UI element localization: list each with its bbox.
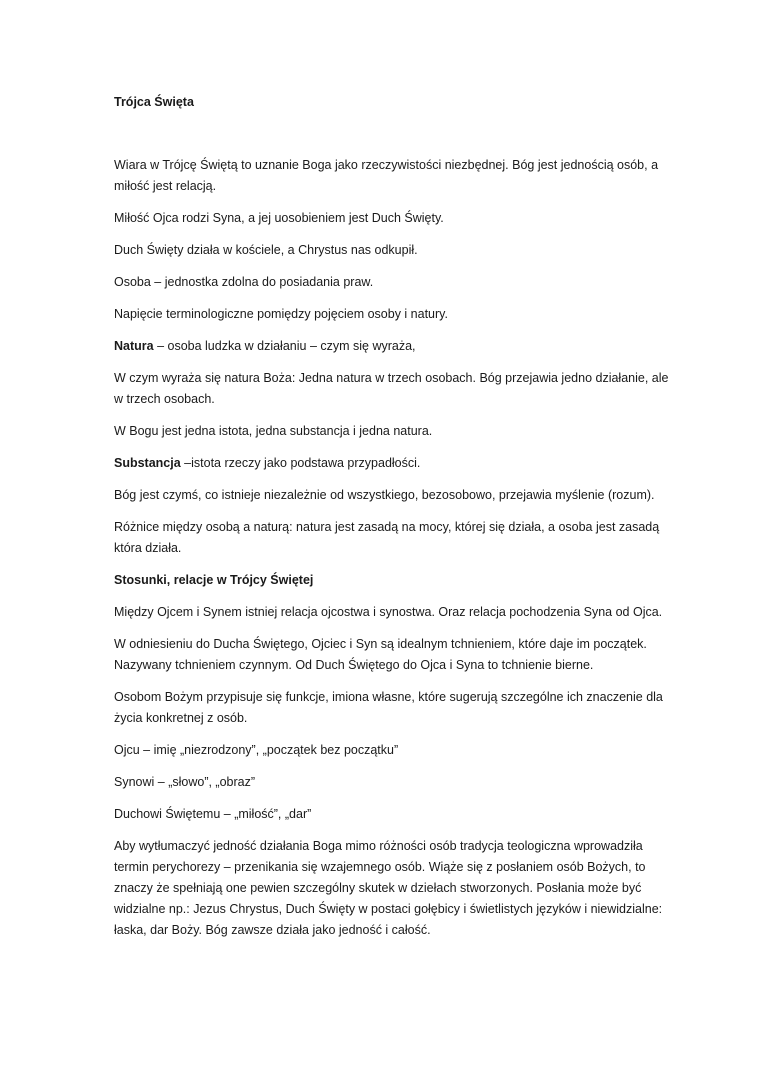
paragraph: Między Ojcem i Synem istniej relacja ojcostwa i synostwa. Oraz relacja pochodzenia Syna od Ojca. (114, 605, 663, 619)
section-heading: Stosunki, relacje w Trójcy Świętej (114, 573, 314, 587)
paragraph: Duchowi Świętemu – „miłość”, „dar” (114, 807, 312, 821)
paragraph: Ojcu – imię „niezrodzony”, „początek bez początku” (114, 743, 399, 757)
paragraph: Miłość Ojca rodzi Syna, a jej uosobieniem jest Duch Święty. (114, 211, 444, 225)
paragraph: Duch Święty działa w kościele, a Chrystus nas odkupił. (114, 243, 418, 257)
paragraph: Osobom Bożym przypisuje się funkcje, imiona własne, które sugerują szczególne ich znaczenie dla życia konkretnej z osób. (114, 690, 663, 725)
paragraph: Wiara w Trójcę Świętą to uznanie Boga jako rzeczywistości niezbędnej. Bóg jest jednością osób, a miłość jest relacją. (114, 158, 659, 193)
paragraph: W odniesieniu do Ducha Świętego, Ojciec i Syn są idealnym tchnieniem, które daje im początek. Nazywany tchnieniem czynnym. Od Duch Świętego do Ojca i Syna to tchnienie bierne. (114, 637, 647, 672)
paragraph: Bóg jest czymś, co istnieje niezależnie od wszystkiego, bezosobowo, przejawia myślenie (rozum). (114, 488, 655, 502)
paragraph: W Bogu jest jedna istota, jedna substancja i jedna natura. (114, 424, 433, 438)
paragraph: Osoba – jednostka zdolna do posiadania praw. (114, 275, 374, 289)
paragraph-definition (114, 453, 674, 474)
defined-term: Natura (114, 339, 154, 353)
definition-text: – osoba ludzka w działaniu – czym się wyraża, (153, 339, 416, 353)
paragraph: Aby wytłumaczyć jedność działania Boga mimo różności osób tradycja teologiczna wprowadziła termin perychorezy – przenikania się wzajemnego osób. Wiąże się z posłaniem osób Bożych, to znaczy że spełniają one pewien szczególny skutek w dziełach stworzonych. Posłania może być widzialne np.: Jezus Chrystus, Duch Święty w postaci gołębicy i świetlistych języków i niewidzialne: łaska, dar Boży. Bóg zawsze działa jako jedność i całość. (114, 839, 663, 937)
paragraph: Synowi – „słowo”, „obraz” (114, 775, 256, 789)
document-body (114, 92, 674, 952)
paragraph-definition (114, 336, 674, 357)
paragraph: W czym wyraża się natura Boża: Jedna natura w trzech osobach. Bóg przejawia jedno działanie, ale w trzech osobach. (114, 371, 669, 406)
document-title: Trójca Święta (114, 95, 194, 109)
defined-term: Substancja (114, 456, 181, 470)
paragraph: Różnice między osobą a naturą: natura jest zasadą na mocy, której się działa, a osoba jest zasadą która działa. (114, 520, 660, 555)
definition-text: –istota rzeczy jako podstawa przypadłości. (180, 456, 421, 470)
paragraph: Napięcie terminologiczne pomiędzy pojęciem osoby i natury. (114, 307, 448, 321)
